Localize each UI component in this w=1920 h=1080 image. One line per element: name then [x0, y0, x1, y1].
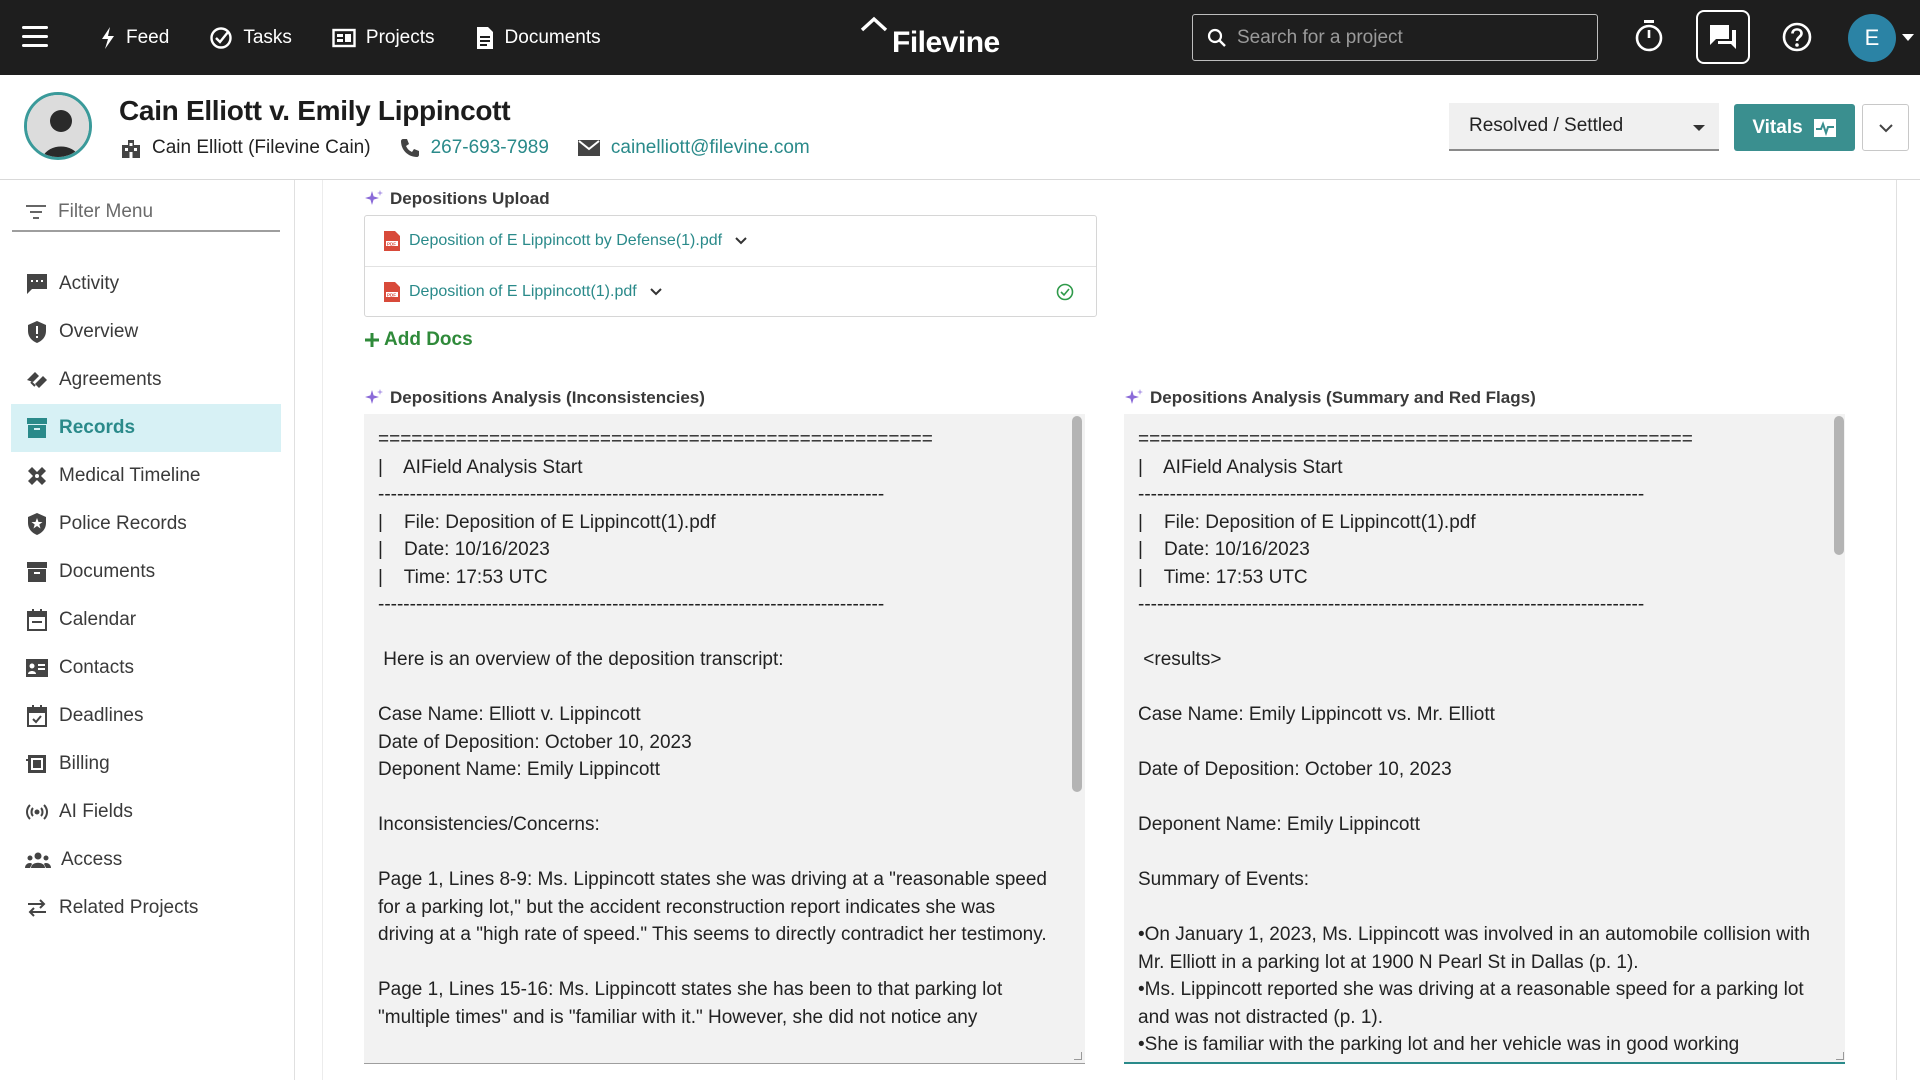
sidebar-item-access[interactable]	[11, 836, 281, 884]
inconsistencies-text: ================================================== | AIField Analysis Start -------------------------------------------------------------------------------- | File: Deposition of E Lippincott(1).pdf | Date: 10/16/2023 | Time: 17:53 UTC -------------------------------------------------------------------------------- Here is an overview of the deposition transcript: Case Name: Elliott v. Lippincott Date of Deposition: October 10, 2023 Deponent Name: Emily Lippincott Inconsistencies/Concerns: Page 1, Lines 8-9: Ms. Lippincott states she was driving at a "reasonable speed for a parking lot," but the accident reconstruction report indicates she was driving at a "high rate of speed." This seems to directly contradict her testimony. Page 1, Lines 15-16: Ms. Lippincott states she has been to that parking lot "multiple times" and is "familiar with it." However, she did not notice any	[378, 429, 1047, 1028]
broadcast-icon	[25, 800, 49, 824]
uploaded-file-row[interactable]	[365, 266, 1096, 316]
vitals-pulse-icon	[1813, 118, 1837, 138]
project-title: Cain Elliott v. Emily Lippincott	[119, 95, 511, 126]
uploaded-file-row[interactable]	[365, 216, 1096, 266]
nav-tasks-label: Tasks	[243, 26, 292, 48]
badge-icon	[25, 512, 49, 536]
sidebar-item-billing[interactable]	[11, 740, 281, 788]
people-icon	[25, 848, 51, 872]
filevine-logo[interactable]	[860, 18, 1000, 60]
calendar-check-icon	[25, 704, 49, 728]
sidebar-item-label: Records	[59, 417, 136, 438]
user-initial: E	[1864, 25, 1880, 50]
ai-sparkle-icon	[1124, 388, 1144, 408]
project-meta	[120, 137, 838, 159]
nav-projects-label: Projects	[365, 26, 435, 48]
svg-text:PDF: PDF	[387, 291, 396, 297]
email-link: cainelliott@filevine.com	[610, 137, 810, 158]
content-right-border	[1896, 180, 1897, 1080]
chevron-down-icon[interactable]	[649, 287, 663, 297]
shield-icon	[25, 320, 49, 344]
sidebar-item-label: Activity	[59, 273, 120, 294]
summary-scrollbar[interactable]	[1834, 416, 1844, 555]
summary-red-flags-text: ================================================== | AIField Analysis Start -------------------------------------------------------------------------------- | File: Deposition of E Lippincott(1).pdf | Date: 10/16/2023 | Time: 17:53 UTC -------------------------------------------------------------------------------- <results> Case Name: Emily Lippincott vs. Mr. Elliott Date of Deposition: October 10, 2023 Deponent Name: Emily Lippincott Summary of Events: •On January 1, 2023, Ms. Lippincott was involved in an automobile collision with Mr. Elliott in a parking lot at 1900 N Pearl St in Dallas (p. 1). •Ms. Lippincott reported she was driving at a reasonable speed for a parking lot and was not distracted (p. 1). •She is familiar with the parking lot and her vehicle was in good working	[1138, 429, 1811, 1055]
sidebar-item-related-projects[interactable]	[11, 884, 281, 932]
chevron-down-icon	[1878, 123, 1894, 133]
inconsistencies-scrollbar[interactable]	[1072, 416, 1082, 792]
logo-roof-icon	[860, 16, 888, 32]
filter-menu[interactable]	[12, 194, 280, 232]
handshake-icon	[25, 368, 49, 392]
projects-icon	[332, 28, 356, 48]
file-name: Deposition of E Lippincott(1).pdf	[409, 282, 637, 300]
inconsistencies-textarea[interactable]	[364, 414, 1085, 1064]
contacts-icon	[25, 656, 49, 680]
client-name: Cain Elliott (Filevine Cain)	[152, 137, 371, 158]
nav-feed[interactable]	[100, 27, 169, 49]
sidebar-item-records[interactable]	[11, 404, 281, 452]
ai-sparkle-icon	[364, 388, 384, 408]
project-status-select[interactable]	[1449, 103, 1719, 151]
sidebar-item-label: AI Fields	[59, 801, 133, 822]
sidebar-item-label: Access	[61, 849, 123, 870]
building-icon	[120, 137, 142, 159]
nav-documents[interactable]	[475, 26, 601, 50]
sidebar-item-label: Agreements	[59, 369, 162, 390]
sidebar-item-calendar[interactable]	[11, 596, 281, 644]
vitals-button[interactable]	[1734, 104, 1855, 151]
chat-button[interactable]	[1696, 10, 1750, 64]
sidebar-item-label: Contacts	[59, 657, 134, 678]
more-options-button[interactable]	[1862, 104, 1909, 151]
phone-icon	[399, 137, 421, 159]
activity-icon	[25, 272, 49, 296]
resize-handle-icon[interactable]	[1836, 1052, 1844, 1060]
summary-red-flags-title: Depositions Analysis (Summary and Red Flags)	[1150, 388, 1536, 407]
sidebar-item-label: Calendar	[59, 609, 137, 630]
document-icon	[475, 26, 495, 50]
sidebar-item-agreements[interactable]	[11, 356, 281, 404]
filter-icon	[26, 204, 46, 220]
uploaded-files-list	[364, 215, 1097, 317]
add-docs-label: Add Docs	[384, 329, 473, 350]
sidebar-item-label: Deadlines	[59, 705, 144, 726]
project-header	[0, 75, 1920, 180]
top-navigation-bar	[0, 0, 1920, 75]
sidebar-item-label: Documents	[59, 561, 156, 582]
inconsistencies-label	[364, 388, 705, 408]
resize-handle-icon[interactable]	[1074, 1052, 1082, 1060]
project-search[interactable]	[1192, 14, 1598, 61]
sidebar-menu	[11, 260, 281, 932]
filter-menu-label: Filter Menu	[58, 201, 154, 222]
sidebar-item-overview[interactable]	[11, 308, 281, 356]
calendar-icon	[25, 608, 49, 632]
sidebar-item-label: Overview	[59, 321, 139, 342]
add-docs-button[interactable]	[364, 329, 473, 351]
plus-icon	[364, 332, 380, 348]
sidebar-item-label: Medical Timeline	[59, 465, 201, 486]
nav-documents-label: Documents	[504, 26, 601, 48]
timer-icon[interactable]	[1634, 19, 1664, 58]
sidebar-item-ai-fields[interactable]	[11, 788, 281, 836]
hamburger-menu-icon[interactable]	[22, 26, 48, 48]
nav-projects[interactable]	[332, 27, 435, 49]
nav-tasks[interactable]	[209, 26, 292, 50]
chevron-down-icon[interactable]	[734, 236, 748, 246]
sidebar-item-contacts[interactable]	[11, 644, 281, 692]
summary-red-flags-textarea[interactable]	[1124, 414, 1845, 1064]
swap-icon	[25, 896, 49, 920]
sidebar-item-police-records[interactable]	[11, 500, 281, 548]
project-email[interactable]	[577, 137, 810, 159]
sidebar-item-label: Police Records	[59, 513, 187, 534]
help-icon[interactable]	[1781, 21, 1813, 58]
lightning-icon	[100, 27, 116, 49]
inconsistencies-title: Depositions Analysis (Inconsistencies)	[390, 388, 705, 407]
status-value: Resolved / Settled	[1469, 115, 1624, 136]
pdf-file-icon	[383, 281, 401, 303]
sidebar-item-label: Related Projects	[59, 897, 199, 918]
verified-check-icon	[1056, 283, 1074, 301]
pdf-file-icon	[383, 230, 401, 252]
content-divider	[322, 180, 323, 1080]
project-client[interactable]	[120, 137, 371, 159]
ai-sparkle-icon	[364, 189, 384, 209]
nav-feed-label: Feed	[126, 26, 170, 48]
vitals-label: Vitals	[1752, 116, 1803, 138]
search-icon	[1207, 28, 1227, 48]
sidebar-item-deadlines[interactable]	[11, 692, 281, 740]
sidebar-item-activity[interactable]	[11, 260, 281, 308]
logo-text: Filevine	[892, 26, 1000, 59]
project-avatar	[24, 92, 92, 160]
check-circle-icon	[209, 26, 233, 50]
sidebar-item-documents[interactable]	[11, 548, 281, 596]
svg-text:PDF: PDF	[387, 241, 396, 247]
depositions-upload-title: Depositions Upload	[390, 189, 550, 208]
records-icon	[25, 416, 49, 440]
chat-icon	[1707, 22, 1739, 52]
search-input[interactable]	[1237, 27, 1577, 49]
email-icon	[577, 139, 601, 157]
sidebar-item-label: Billing	[59, 753, 110, 774]
chevron-down-icon	[1693, 125, 1705, 131]
file-name: Deposition of E Lippincott by Defense(1).pdf	[409, 232, 723, 249]
user-menu-caret-icon[interactable]	[1902, 34, 1914, 41]
project-phone[interactable]	[399, 137, 549, 159]
bandage-icon	[25, 464, 49, 488]
depositions-upload-label	[364, 189, 550, 209]
archive-icon	[25, 560, 49, 584]
phone-link: 267-693-7989	[430, 137, 549, 158]
sidebar-item-medical-timeline[interactable]	[11, 452, 281, 500]
summary-red-flags-label	[1124, 388, 1536, 408]
billing-icon	[25, 752, 49, 776]
sidebar	[0, 180, 295, 1080]
user-avatar[interactable]	[1848, 14, 1896, 62]
